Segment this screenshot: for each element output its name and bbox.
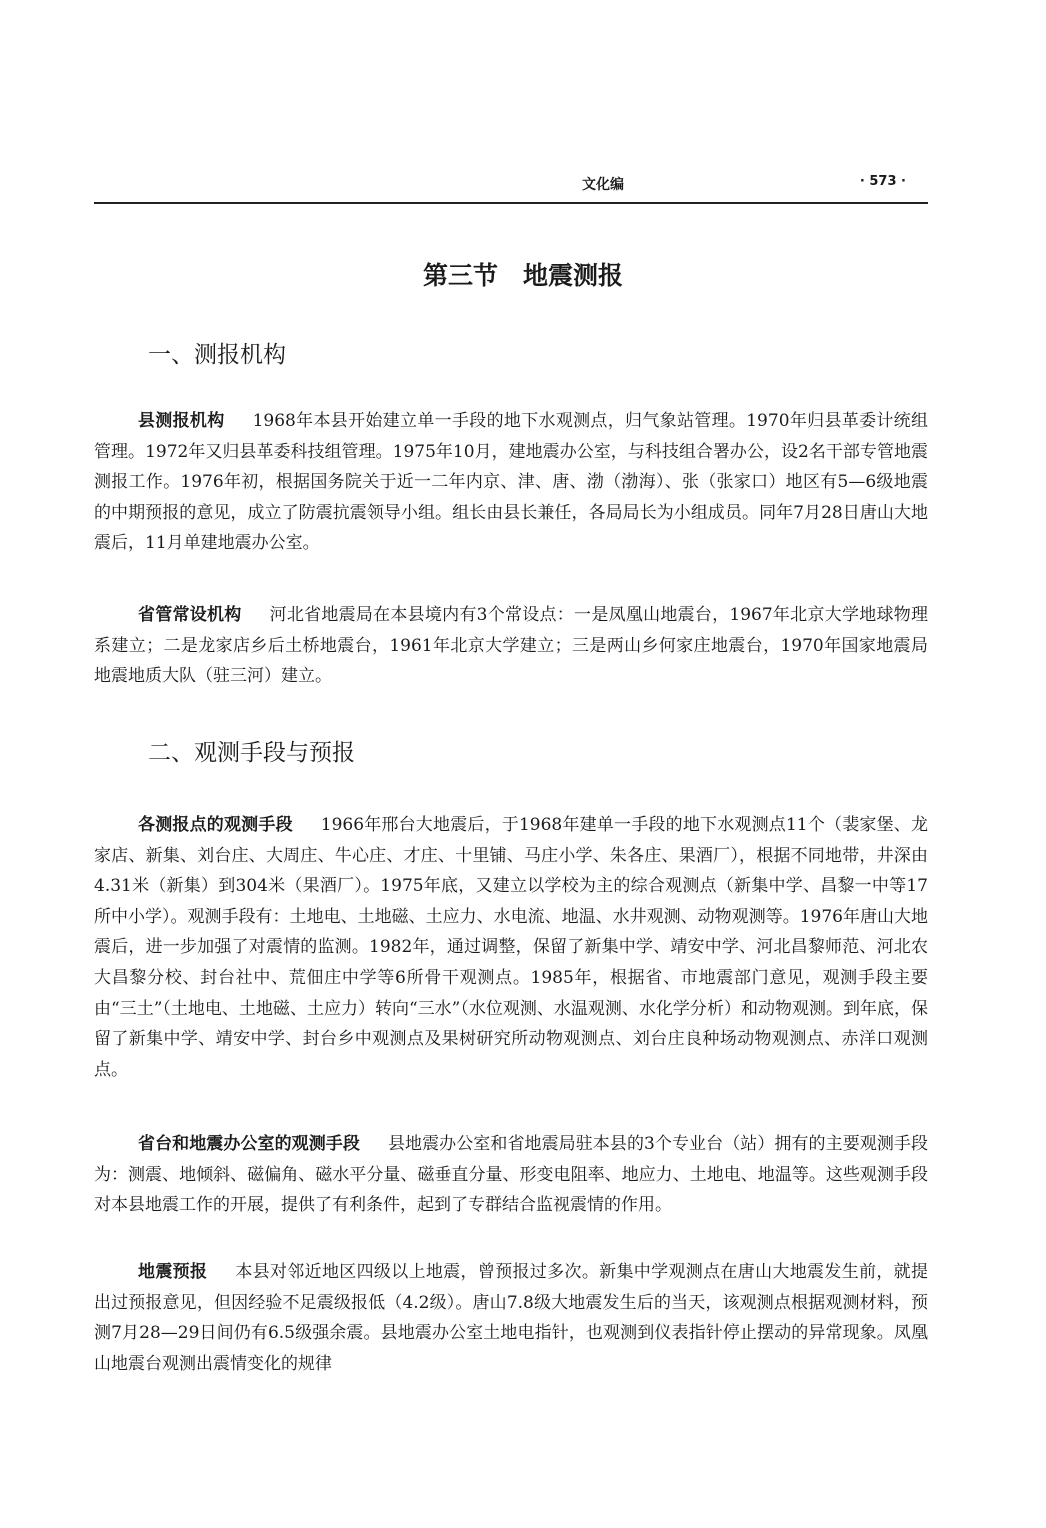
- paragraph-text: 本县对邻近地区四级以上地震，曾预报过多次。新集中学观测点在唐山大地震发生前，就提出过预报意见，但因经验不足震级报低（4.2级）。唐山7.8级大地震发生后的当天，该观测点根据观测材料，预测7月28—29日间仍有6.5级强余震。县地震办公室土地电指针，也观测到仪表指针停止摆动的异常现象。凤凰山地震台观测出震情变化的规律: [94, 1262, 929, 1374]
- paragraph-lead: 各测报点的观测手段: [138, 815, 293, 835]
- paragraph-county-office: [94, 406, 928, 559]
- running-header: [94, 166, 928, 204]
- section-title: 第三节 地震测报: [422, 261, 623, 290]
- paragraph-text: 1966年邢台大地震后，于1968年建单一手段的地下水观测点11个（裴家堡、龙家店、新集、刘台庄、大周庄、牛心庄、才庄、十里铺、马庄小学、朱各庄、果酒厂），根据不同地带，井深由4.31米（新集）到304米（果酒厂）。1975年底，又建立以学校为主的综合观测点（新集中学、昌黎一中等17所中小学）。观测手段有：土地电、土地磁、土应力、水电流、地温、水井观测、动物观测等。1976年唐山大地震后，进一步加强了对震情的监测。1982年，通过调整，保留了新集中学、靖安中学、河北昌黎师范、河北农大昌黎分校、封台社中、荒佃庄中学等6所骨干观测点。1985年，根据省、市地震部门意见，观测手段主要由“三土”（土地电、土地磁、土应力）转向“三水”（水位观测、水温观测、水化学分析）和动物观测。到年底，保留了新集中学、靖安中学、封台乡中观测点及果树研究所动物观测点、刘台庄良种场动物观测点、赤洋口观测点。: [94, 815, 928, 1080]
- paragraph-observation-points: [94, 810, 928, 1085]
- subheading-methods-forecast: 二、观测手段与预报: [148, 740, 355, 766]
- paragraph-lead: 省管常设机构: [138, 605, 242, 625]
- subheading-organizations: 一、测报机构: [148, 342, 286, 368]
- page-number: · 573 ·: [859, 174, 906, 189]
- paragraph-forecast: [94, 1257, 928, 1379]
- paragraph-lead: 省台和地震办公室的观测手段: [138, 1134, 360, 1154]
- paragraph-lead: 县测报机构: [138, 411, 225, 431]
- paragraph-text: 1968年本县开始建立单一手段的地下水观测点，归气象站管理。1970年归县革委计统组管理。1972年又归县革委科技组管理。1975年10月，建地震办公室，与科技组合署办公，设2名干部专管地震测报工作。1976年初，根据国务院关于近一二年内京、津、唐、渤（渤海）、张（张家口）地区有5—6级地震的中期预报的意见，成立了防震抗震领导小组。组长由县长兼任，各局局长为小组成员。同年7月28日唐山大地震后，11月单建地震办公室。: [94, 411, 928, 554]
- paragraph-provincial-methods: [94, 1129, 928, 1221]
- paragraph-text: 县地震办公室和省地震局驻本县的3个专业台（站）拥有的主要观测手段为：测震、地倾斜、磁偏角、磁水平分量、磁垂直分量、形变电阻率、地应力、土地电、地温等。这些观测手段对本县地震工作的开展，提供了有利条件，起到了专群结合监视震情的作用。: [94, 1134, 928, 1216]
- paragraph-lead: 地震预报: [138, 1262, 208, 1282]
- running-title: 文化编: [582, 177, 624, 193]
- paragraph-text: 河北省地震局在本县境内有3个常设点：一是凤凰山地震台，1967年北京大学地球物理系建立；二是龙家店乡后土桥地震台，1961年北京大学建立；三是两山乡何家庄地震台，1970年国家地震局地震地质大队（驻三河）建立。: [94, 605, 929, 687]
- paragraph-provincial-stations: [94, 600, 928, 692]
